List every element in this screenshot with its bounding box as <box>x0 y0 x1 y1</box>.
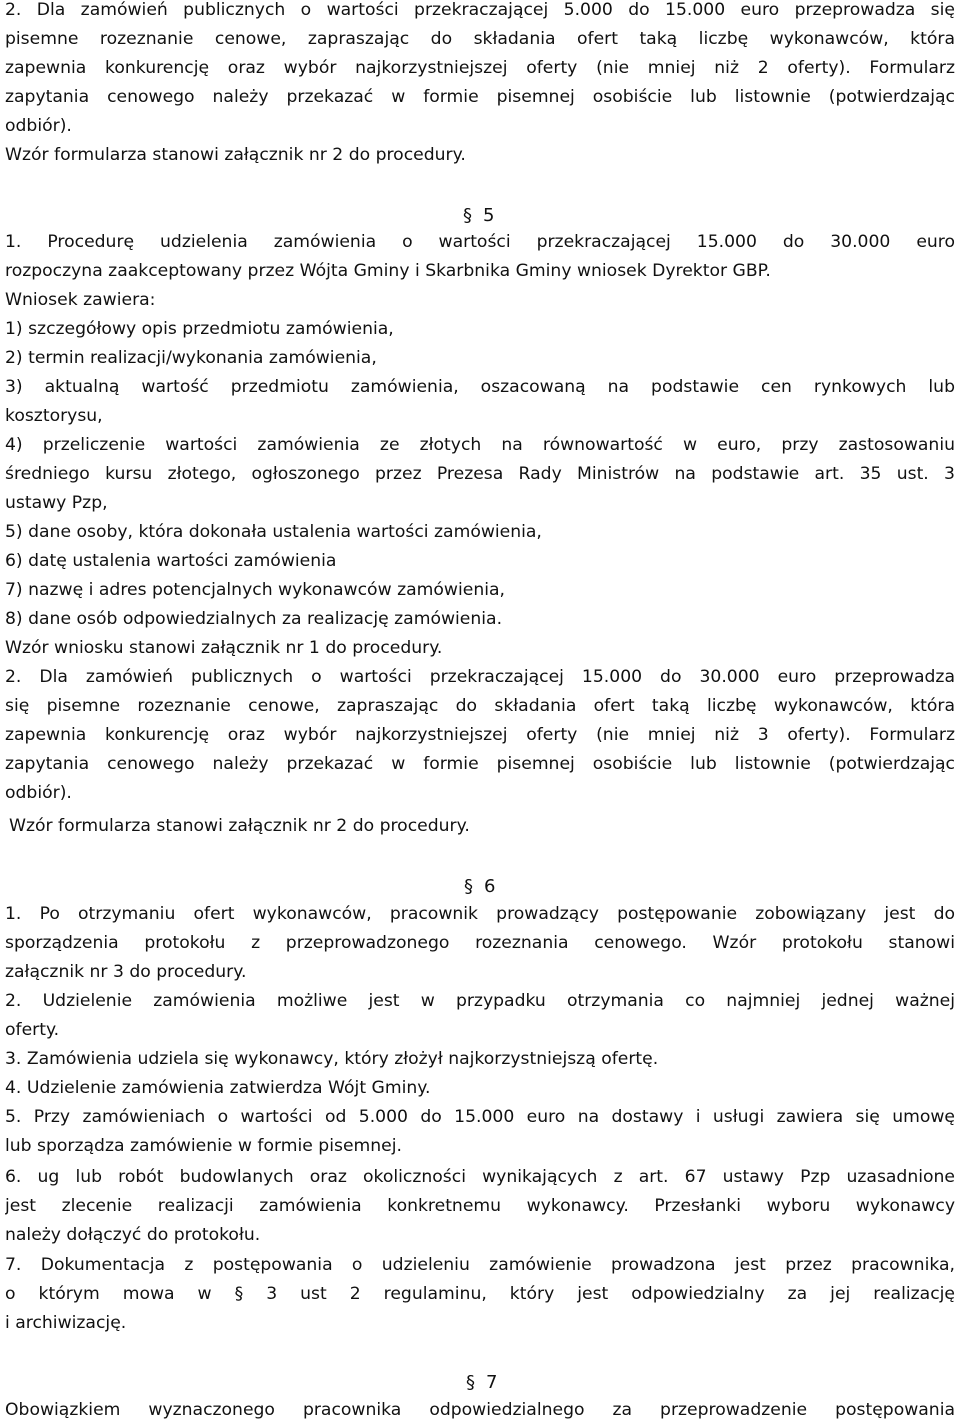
text-line: średniego kursu złotego, ogłoszonego przez Prezesa Rady Ministrów na podstawie art. 35 ust. 3 <box>5 464 955 484</box>
section-heading-6 <box>464 872 495 901</box>
text-line: lub sporządza zamówienie w formie pisemnej. <box>5 1136 402 1156</box>
section-number: 7 <box>486 1372 498 1393</box>
text-line: Wzór formularza stanowi załącznik nr 2 do procedury. <box>5 145 466 165</box>
text-line: 1) szczegółowy opis przedmiotu zamówienia, <box>5 319 394 339</box>
text-line: 4. Udzielenie zamówienia zatwierdza Wójt Gminy. <box>5 1078 431 1098</box>
text-line: Wzór formularza stanowi załącznik nr 2 do procedury. <box>9 816 470 836</box>
text-line: oferty. <box>5 1020 60 1040</box>
text-line: zapytania cenowego należy przekazać w formie pisemnej osobiście lub listownie (potwierdzając <box>5 87 955 107</box>
text-line: o którym mowa w § 3 ust 2 regulaminu, który jest odpowiedzialny za jej realizację <box>5 1284 955 1304</box>
text-line: się pisemne rozeznanie cenowe, zapraszając do składania ofert taką liczbę wykonawców, która <box>5 696 955 716</box>
text-line: należy dołączyć do protokołu. <box>5 1225 261 1245</box>
text-line: 5) dane osoby, która dokonała ustalenia wartości zamówienia, <box>5 522 542 542</box>
text-line: 2. Dla zamówień publicznych o wartości przekraczającej 15.000 do 30.000 euro przeprowadza <box>5 667 955 687</box>
section-sign: § <box>466 1372 475 1393</box>
section-heading-5 <box>463 201 494 230</box>
text-line: odbiór). <box>5 783 72 803</box>
text-line: kosztorysu, <box>5 406 103 426</box>
text-line: rozpoczyna zaakceptowany przez Wójta Gminy i Skarbnika Gminy wniosek Dyrektor GBP. <box>5 261 771 281</box>
section-number: 5 <box>483 205 495 226</box>
text-line: sporządzenia protokołu z przeprowadzonego rozeznania cenowego. Wzór protokołu stanowi <box>5 933 955 953</box>
text-line: i archiwizację. <box>5 1313 127 1333</box>
text-line: 4) przeliczenie wartości zamówienia ze złotych na równowartość w euro, przy zastosowaniu <box>5 435 955 455</box>
text-line: zapewnia konkurencję oraz wybór najkorzystniejszej oferty (nie mniej niż 3 oferty). Formularz <box>5 725 955 745</box>
text-line: 2) termin realizacji/wykonania zamówienia, <box>5 348 377 368</box>
text-line: 1. Po otrzymaniu ofert wykonawców, pracownik prowadzący postępowanie zobowiązany jest do <box>5 904 955 924</box>
text-line: 2. Udzielenie zamówienia możliwe jest w przypadku otrzymania co najmniej jednej ważnej <box>5 991 955 1011</box>
text-line: 3. Zamówienia udziela się wykonawcy, który złożył najkorzystniejszą ofertę. <box>5 1049 659 1069</box>
text-line: zapytania cenowego należy przekazać w formie pisemnej osobiście lub listownie (potwierdzając <box>5 754 955 774</box>
section-sign: § <box>464 876 473 897</box>
text-line: 7) nazwę i adres potencjalnych wykonawców zamówienia, <box>5 580 505 600</box>
text-line: ustawy Pzp, <box>5 493 108 513</box>
text-line: 6. ug lub robót budowlanych oraz okoliczności wynikających z art. 67 ustawy Pzp uzasadnione <box>5 1167 955 1187</box>
text-line: zapewnia konkurencję oraz wybór najkorzystniejszej oferty (nie mniej niż 2 oferty). Formularz <box>5 58 955 78</box>
text-line: Wniosek zawiera: <box>5 290 156 310</box>
text-line: odbiór). <box>5 116 72 136</box>
text-line: 7. Dokumentacja z postępowania o udzieleniu zamówienie prowadzona jest przez pracownika, <box>5 1255 955 1275</box>
text-line: pisemne rozeznanie cenowe, zapraszając do składania ofert taką liczbę wykonawców, która <box>5 29 955 49</box>
text-line: załącznik nr 3 do procedury. <box>5 962 247 982</box>
section-heading-7 <box>466 1368 497 1397</box>
text-line: Wzór wniosku stanowi załącznik nr 1 do procedury. <box>5 638 443 658</box>
text-line: 6) datę ustalenia wartości zamówienia <box>5 551 337 571</box>
text-line: Obowiązkiem wyznaczonego pracownika odpowiedzialnego za przeprowadzenie postępowania <box>5 1400 955 1420</box>
text-line: 2. Dla zamówień publicznych o wartości przekraczającej 5.000 do 15.000 euro przeprowadza się <box>5 0 955 20</box>
text-line: 3) aktualną wartość przedmiotu zamówienia, oszacowaną na podstawie cen rynkowych lub <box>5 377 955 397</box>
text-line: 1. Procedurę udzielenia zamówienia o wartości przekraczającej 15.000 do 30.000 euro <box>5 232 955 252</box>
text-line: 8) dane osób odpowiedzialnych za realizację zamówienia. <box>5 609 503 629</box>
section-sign: § <box>463 205 472 226</box>
section-number: 6 <box>484 876 496 897</box>
text-line: jest zlecenie realizacji zamówienia konkretnemu wykonawcy. Przesłanki wyboru wykonawcy <box>5 1196 955 1216</box>
text-line: 5. Przy zamówieniach o wartości od 5.000 do 15.000 euro na dostawy i usługi zawiera się umowę <box>5 1107 955 1127</box>
